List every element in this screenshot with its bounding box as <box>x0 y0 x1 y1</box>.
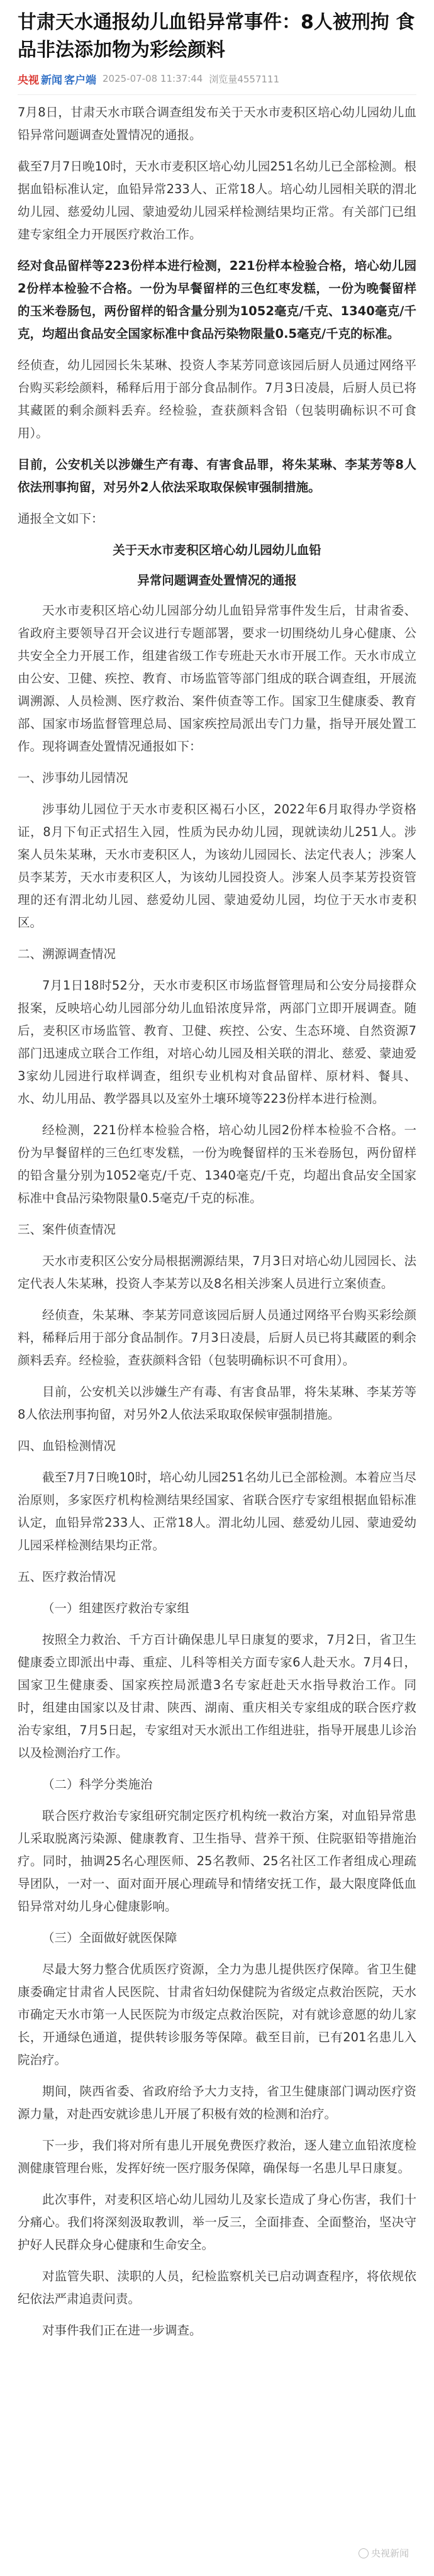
paragraph: 天水市麦积区公安分局根据溯源结果，7月3日对培心幼儿园园长、法定代表人朱某琳，投资人李某芳以及8名相关涉案人员进行立案侦查。 <box>18 1254 416 1291</box>
paragraph: 此次事件，对麦积区培心幼儿园幼儿及家长造成了身心伤害，我们十分痛心。我们将深刻汲取教训，举一反三，全面排查、全面整治，坚决守护好人民群众身心健康和生命安全。 <box>18 2192 416 2252</box>
source-name-right: 客户端 <box>64 74 96 87</box>
paragraph: 7月1日18时52分，天水市麦积区市场监督管理局和公安分局接群众报案，反映培心幼儿园部分幼儿血铅浓度异常，两部门立即开展调查。随后，麦积区市场监管、教育、卫健、疾控、公安、生态环境、自然资源7部门迅速成立联合工作组，对培心幼儿园及相关联的渭北、慈爱、蒙迪爱3家幼儿园进行取样调查，组织专业机构对食品留样、原材料、餐具、水、幼儿用品、教学器具以及室外土壤环境等223份样本进行检测。 <box>18 978 416 1106</box>
subsection-heading: （三）全面做好就医保障 <box>42 1931 177 1945</box>
publish-time: 2025-07-08 11:37:44 <box>103 73 203 84</box>
paragraph: 期间，陕西省委、省政府给予大力支持，省卫生健康部门调动医疗资源力量，对赴西安就诊患儿开展了积极有效的检测和治疗。 <box>18 2084 416 2121</box>
section-heading: 一、涉事幼儿园情况 <box>18 771 128 785</box>
paragraph: 涉事幼儿园位于天水市麦积区褐石小区，2022年6月取得办学资格证，8月下旬正式招生入园，性质为民办幼儿园，现就读幼儿251人。涉案人员朱某琳，天水市麦积区人，为该幼儿园园长、法定代表人；涉案人员李某芳，天水市麦积区人，为该幼儿园投资人。涉案人员李某芳投资管理的还有渭北幼儿园、慈爱幼儿园、蒙迪爱幼儿园，均位于天水市麦积区。 <box>18 802 416 930</box>
notice-title: 异常问题调查处置情况的通报 <box>137 573 297 588</box>
subsection-heading: （一）组建医疗救治专家组 <box>42 1601 190 1615</box>
article-body <box>18 101 416 2342</box>
paragraph: 目前，公安机关以涉嫌生产有毒、有害食品罪，将朱某琳、李某芳等8人依法刑事拘留，对另外2人依法采取取保候审强制措施。 <box>18 457 416 494</box>
source-name-mid: 新闻 <box>41 74 62 87</box>
subsection-heading: （二）科学分类施治 <box>42 1777 153 1792</box>
divider <box>18 94 416 95</box>
paragraph: 截至7月7日晚10时，天水市麦积区培心幼儿园251名幼儿已全部检测。根据血铅标准认定，血铅异常233人、正常18人。培心幼儿园相关联的渭北幼儿园、慈爱幼儿园、蒙迪爱幼儿园采样检测结果均正常。有关部门已组建专家组全力开展医疗救治工作。 <box>18 159 416 242</box>
section-heading: 四、血铅检测情况 <box>18 1439 116 1453</box>
source-logo[interactable] <box>18 71 96 87</box>
article-meta <box>18 70 416 87</box>
paragraph: 联合医疗救治专家组研究制定医疗机构统一救治方案，对血铅异常患儿采取脱离污染源、健康教育、卫生指导、营养干预、住院驱铅等措施治疗。同时，抽调25名心理医师、25名教师、25名社区工作者组成心理疏导团队，一对一、面对面开展心理疏导和情绪安抚工作，最大限度降低血铅异常对幼儿身心健康影响。 <box>18 1809 416 1914</box>
article-title: 甘肃天水通报幼儿血铅异常事件：8人被刑拘 食品非法添加物为彩绘颜料 <box>18 11 415 61</box>
watermark <box>359 2546 409 2560</box>
paragraph: 对事件我们正在进一步调查。 <box>42 2323 202 2338</box>
section-heading: 三、案件侦查情况 <box>18 1222 116 1237</box>
paragraph: 经侦查，朱某琳、李某芳同意该园后厨人员通过网络平台购买彩绘颜料，稀释后用于部分食品制作。7月3日凌晨，后厨人员已将其藏匿的剩余颜料丢弃。经检验，查获颜料含铅（包装明确标识不可食用）。 <box>18 1308 416 1368</box>
notice-title: 关于天水市麦积区培心幼儿园幼儿血铅 <box>113 543 321 557</box>
paragraph: 经检测，221份样本检验合格，培心幼儿园2份样本检验不合格。一份为早餐留样的三色红枣发糕，一份为晚餐留样的玉米卷肠包，两份留样的铅含量分别为1052毫克/千克、1340毫克/千克，均超出食品安全国家标准中食品污染物限量0.5毫克/千克的标准。 <box>18 1123 416 1205</box>
section-heading: 二、溯源调查情况 <box>18 947 116 961</box>
paragraph: 通报全文如下： <box>18 511 104 526</box>
view-count: 浏览量4557111 <box>209 73 280 85</box>
section-heading: 五、医疗救治情况 <box>18 1570 116 1584</box>
paragraph: 经侦查，幼儿园园长朱某琳、投资人李某芳同意该园后厨人员通过网络平台购买彩绘颜料，稀释后用于部分食品制作。7月3日凌晨，后厨人员已将其藏匿的剩余颜料丢弃。经检验，查获颜料含铅（包装明确标识不可食用）。 <box>18 358 416 440</box>
paragraph: 7月8日，甘肃天水市联合调查组发布关于天水市麦积区培心幼儿园幼儿血铅异常问题调查处置情况的通报。 <box>18 105 416 142</box>
paragraph: 目前，公安机关以涉嫌生产有毒、有害食品罪，将朱某琳、李某芳等8人依法刑事拘留，对另外2人依法采取取保候审强制措施。 <box>18 1385 416 1422</box>
paragraph: 对监管失职、渎职的人员，纪检监察机关已启动调查程序，将依规依纪依法严肃追责问责。 <box>18 2269 416 2306</box>
source-name-left: 央视 <box>18 74 39 87</box>
paragraph: 天水市麦积区培心幼儿园部分幼儿血铅异常事件发生后，甘肃省委、省政府主要领导召开会议进行专题部署，要求一切围绕幼儿身心健康、公共安全全力开展工作，组建省级工作专班赴天水市开展工作。天水市成立由公安、卫健、疾控、教育、市场监管等部门组成的联合调查组，开展流调溯源、人员检测、医疗救治、案件侦查等工作。国家卫生健康委、教育部、国家市场监督管理总局、国家疾控局派出专门力量，指导开展处置工作。现将调查处置情况通报如下： <box>18 603 416 754</box>
watermark-text: 央视新闻 <box>370 2548 409 2559</box>
paragraph: 截至7月7日晚10时，培心幼儿园251名幼儿已全部检测。本着应当尽治原则，多家医疗机构检测结果经国家、省联合医疗专家组根据血铅标准认定，血铅异常233人、正常18人。渭北幼儿园、慈爱幼儿园、蒙迪爱幼儿园采样检测结果均正常。 <box>18 1470 416 1553</box>
watermark-icon <box>359 2548 369 2558</box>
paragraph: 下一步，我们将对所有患儿开展免费医疗救治，逐人建立血铅浓度检测健康管理台账，发挥好统一医疗服务保障，确保每一名患儿早日康复。 <box>18 2138 416 2175</box>
paragraph: 按照全力救治、千方百计确保患儿早日康复的要求，7月2日，省卫生健康委立即派出中毒、重症、儿科等相关方面专家6人赴天水。7月4日，国家卫生健康委、国家疾控局派遣3名专家赶赴天水指导救治工作。同时，组建由国家以及甘肃、陕西、湖南、重庆相关专家组成的联合医疗救治专家组，7月5日起，专家组对天水派出工作组进驻，指导开展患儿诊治以及检测治疗工作。 <box>18 1632 416 1760</box>
paragraph: 经对食品留样等223份样本进行检测，221份样本检验合格，培心幼儿园2份样本检验不合格。一份为早餐留样的三色红枣发糕，一份为晚餐留样的玉米卷肠包，两份留样的铅含量分别为1052毫克/千克、1340毫克/千克，均超出食品安全国家标准中食品污染物限量0.5毫克/千克的标准。 <box>18 259 416 341</box>
paragraph: 尽最大努力整合优质医疗资源，全力为患儿提供医疗保障。省卫生健康委确定甘肃省人民医院、甘肃省妇幼保健院为省级定点救治医院，天水市确定天水市第一人民医院为市级定点救治医院，对有就诊意愿的幼儿家长，开通绿色通道，提供转诊服务等保障。截至目前，已有201名患儿入院治疗。 <box>18 1962 416 2067</box>
